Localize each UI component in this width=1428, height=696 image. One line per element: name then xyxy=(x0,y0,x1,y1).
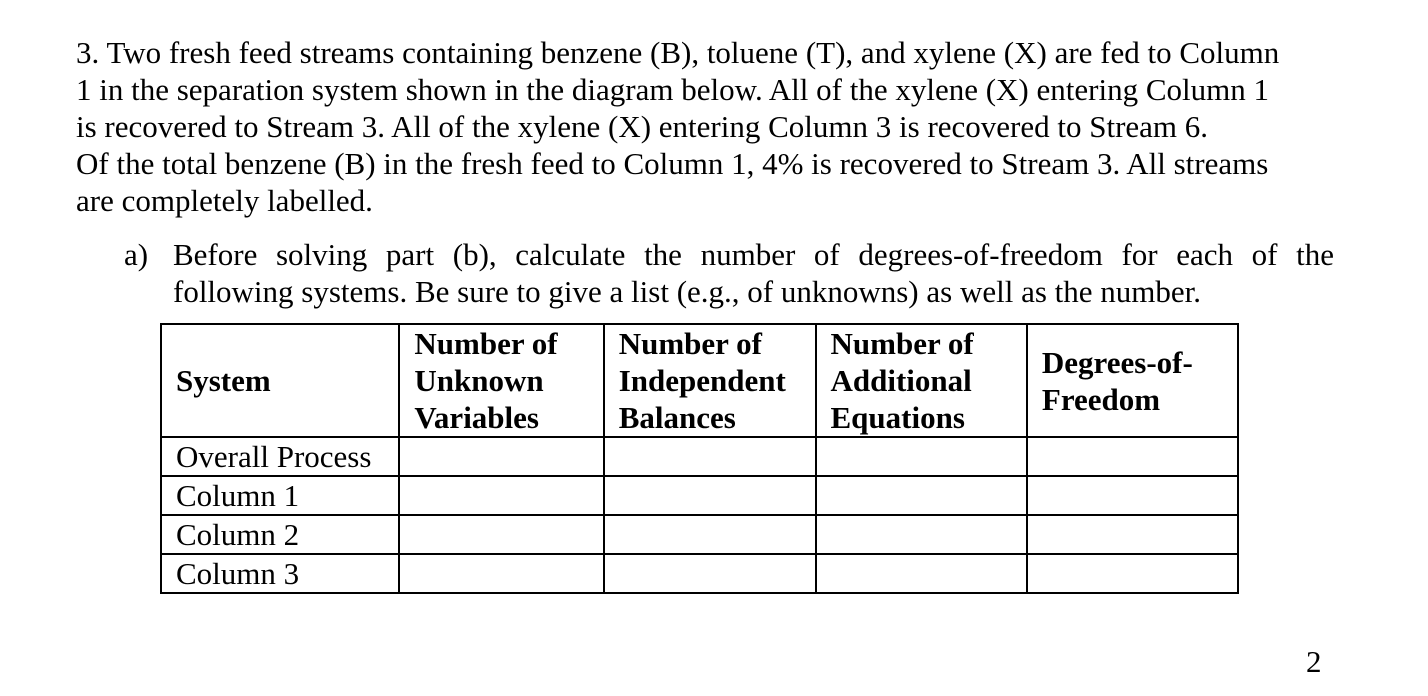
part-a-marker: a) xyxy=(124,237,149,272)
header-system: System xyxy=(161,324,399,437)
cell-unknown-variables[interactable] xyxy=(399,554,603,593)
problem-line-3: is recovered to Stream 3. All of the xylene (X) entering Column 3 is recovered to Stream 6. xyxy=(76,109,1209,144)
cell-additional-equations[interactable] xyxy=(816,554,1027,593)
header-independent-balances: Number of Independent Balances xyxy=(604,324,816,437)
part-a-line-1: Before solving part (b), calculate the number of degrees-of-freedom for each of the xyxy=(173,237,1334,272)
table-row xyxy=(161,554,1238,593)
cell-independent-balances[interactable] xyxy=(604,437,816,476)
page-number: 2 xyxy=(1306,644,1322,679)
problem-line-2: 1 in the separation system shown in the diagram below. All of the xylene (X) entering Column 1 xyxy=(76,72,1269,107)
part-a-line-2: following systems. Be sure to give a list (e.g., of unknowns) as well as the number. xyxy=(173,274,1202,309)
table-header-row xyxy=(161,324,1238,437)
cell-additional-equations[interactable] xyxy=(816,476,1027,515)
cell-independent-balances[interactable] xyxy=(604,476,816,515)
header-unknown-variables: Number of Unknown Variables xyxy=(399,324,603,437)
cell-additional-equations[interactable] xyxy=(816,515,1027,554)
row-system-label: Column 1 xyxy=(161,476,399,515)
problem-line-4: Of the total benzene (B) in the fresh feed to Column 1, 4% is recovered to Stream 3. All streams xyxy=(76,146,1269,181)
problem-line-1: 3. Two fresh feed streams containing benzene (B), toluene (T), and xylene (X) are fed to Column xyxy=(76,35,1280,70)
cell-unknown-variables[interactable] xyxy=(399,437,603,476)
cell-independent-balances[interactable] xyxy=(604,554,816,593)
problem-line-5: are completely labelled. xyxy=(76,183,373,218)
cell-independent-balances[interactable] xyxy=(604,515,816,554)
cell-degrees-of-freedom[interactable] xyxy=(1027,554,1238,593)
degrees-of-freedom-table xyxy=(160,323,1239,594)
table-row xyxy=(161,476,1238,515)
row-system-label: Column 3 xyxy=(161,554,399,593)
part-a-text xyxy=(173,236,1334,310)
header-degrees-of-freedom: Degrees-of- Freedom xyxy=(1027,324,1238,437)
problem-statement xyxy=(76,34,1336,219)
cell-additional-equations[interactable] xyxy=(816,437,1027,476)
header-additional-equations: Number of Additional Equations xyxy=(816,324,1027,437)
table-row xyxy=(161,437,1238,476)
cell-unknown-variables[interactable] xyxy=(399,515,603,554)
cell-unknown-variables[interactable] xyxy=(399,476,603,515)
row-system-label: Overall Process xyxy=(161,437,399,476)
cell-degrees-of-freedom[interactable] xyxy=(1027,437,1238,476)
cell-degrees-of-freedom[interactable] xyxy=(1027,476,1238,515)
part-a-question xyxy=(124,236,1334,310)
table-row xyxy=(161,515,1238,554)
row-system-label: Column 2 xyxy=(161,515,399,554)
cell-degrees-of-freedom[interactable] xyxy=(1027,515,1238,554)
